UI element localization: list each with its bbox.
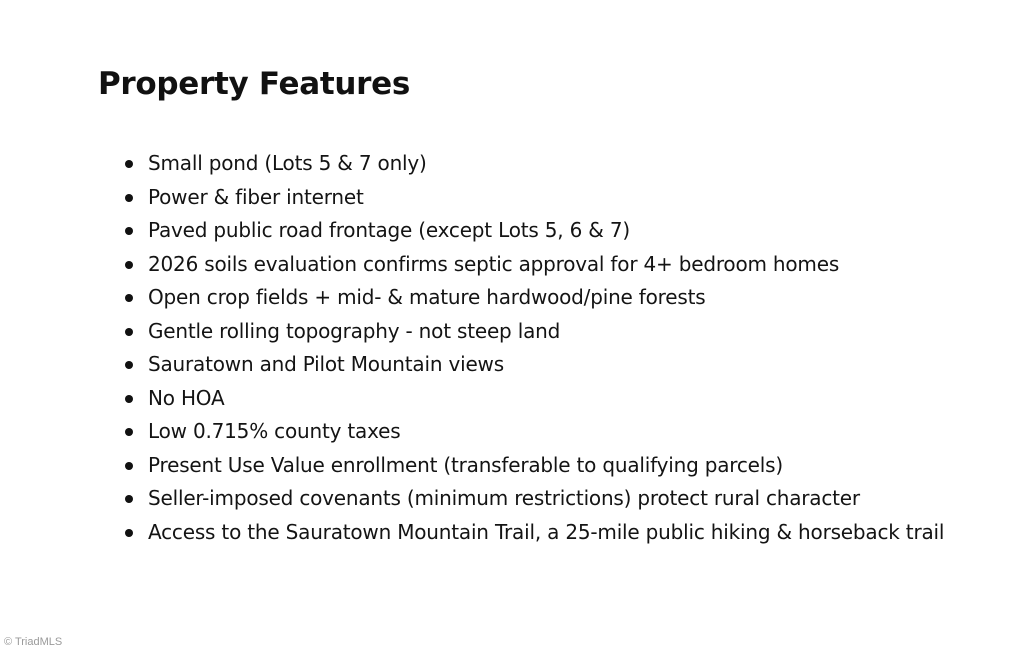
list-item — [123, 449, 944, 483]
bullet-icon — [125, 462, 133, 470]
bullet-icon — [125, 495, 133, 503]
list-item — [123, 482, 944, 516]
list-item — [123, 382, 944, 416]
copyright-watermark: © TriadMLS — [4, 636, 63, 648]
bullet-icon — [125, 529, 133, 537]
bullet-icon — [125, 361, 133, 369]
list-item — [123, 214, 944, 248]
feature-text: Open crop fields + mid- & mature hardwood/pine forests — [148, 285, 706, 309]
bullet-icon — [125, 428, 133, 436]
feature-text: Power & fiber internet — [148, 184, 364, 209]
feature-text: Paved public road frontage (except Lots 5, 6 & 7) — [148, 218, 630, 242]
page-title: Property Features — [98, 66, 411, 102]
bullet-icon — [125, 160, 133, 168]
bullet-icon — [125, 194, 133, 202]
feature-text: Seller-imposed covenants (minimum restrictions) protect rural character — [148, 486, 860, 510]
feature-text: No HOA — [148, 385, 225, 410]
feature-text: Small pond (Lots 5 & 7 only) — [148, 151, 427, 175]
feature-text: Present Use Value enrollment (transferable to qualifying parcels) — [148, 452, 783, 477]
list-item — [123, 147, 944, 181]
bullet-icon — [125, 395, 133, 403]
bullet-icon — [125, 294, 133, 302]
feature-text: 2026 soils evaluation confirms septic approval for 4+ bedroom homes — [148, 251, 840, 276]
feature-text: Access to the Sauratown Mountain Trail, a 25-mile public hiking & horseback trail — [148, 519, 945, 544]
list-item — [123, 415, 944, 449]
list-item — [123, 315, 944, 349]
list-item — [123, 281, 944, 315]
features-list — [123, 147, 944, 549]
list-item — [123, 181, 944, 215]
list-item — [123, 248, 944, 282]
bullet-icon — [125, 227, 133, 235]
feature-text: Sauratown and Pilot Mountain views — [148, 352, 504, 376]
bullet-icon — [125, 261, 133, 269]
list-item — [123, 348, 944, 382]
feature-text: Low 0.715% county taxes — [148, 419, 401, 443]
bullet-icon — [125, 328, 133, 336]
list-item — [123, 516, 944, 550]
feature-text: Gentle rolling topography - not steep land — [148, 318, 561, 343]
